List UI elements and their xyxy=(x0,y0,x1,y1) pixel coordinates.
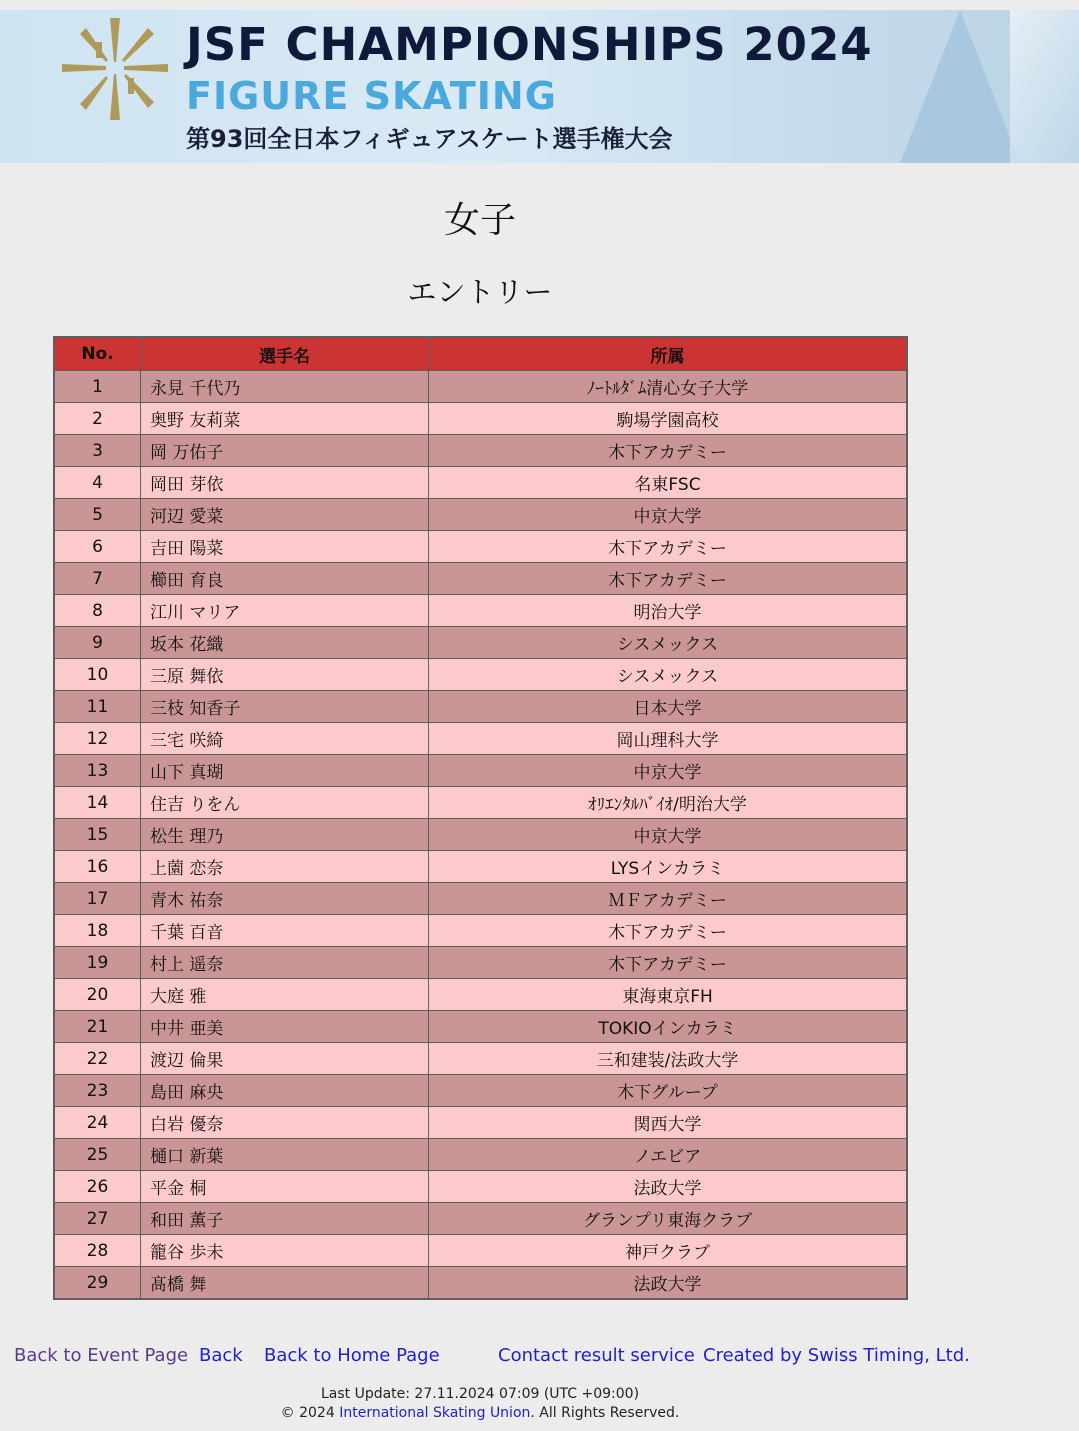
cell-no: 29 xyxy=(54,1267,141,1300)
header-no: No. xyxy=(54,337,141,371)
table-row xyxy=(54,1139,907,1171)
cell-club: 名東FSC xyxy=(429,467,908,499)
cell-club: シスメックス xyxy=(429,659,908,691)
cell-no: 15 xyxy=(54,819,141,851)
banner-decoration-right xyxy=(1010,10,1079,163)
page-subtitle: エントリー xyxy=(407,275,553,309)
copyright xyxy=(0,1404,960,1423)
table-row xyxy=(54,531,907,563)
table-row xyxy=(54,755,907,787)
table-row xyxy=(54,659,907,691)
cell-name: 岡田 芽依 xyxy=(141,467,429,499)
cell-name: 住吉 りをん xyxy=(141,787,429,819)
table-row xyxy=(54,1267,907,1300)
table-row xyxy=(54,1043,907,1075)
cell-name: 江川 マリア xyxy=(141,595,429,627)
cell-club: 木下アカデミー xyxy=(429,947,908,979)
cell-name: 三原 舞依 xyxy=(141,659,429,691)
cell-name: 村上 遥奈 xyxy=(141,947,429,979)
last-update: Last Update: 27.11.2024 07:09 (UTC +09:00) xyxy=(320,1386,640,1402)
cell-club: 駒場学園高校 xyxy=(429,403,908,435)
table-row xyxy=(54,1075,907,1107)
event-banner xyxy=(0,10,1079,163)
cell-club: 木下アカデミー xyxy=(429,435,908,467)
cell-no: 14 xyxy=(54,787,141,819)
table-row xyxy=(54,883,907,915)
cell-club: 神戸クラブ xyxy=(429,1235,908,1267)
table-row xyxy=(54,1203,907,1235)
header-name: 選手名 xyxy=(141,337,429,371)
cell-name: 髙橋 舞 xyxy=(141,1267,429,1300)
isu-link[interactable]: International Skating Union xyxy=(339,1405,531,1421)
table-row xyxy=(54,595,907,627)
cell-no: 2 xyxy=(54,403,141,435)
cell-name: 和田 薫子 xyxy=(141,1203,429,1235)
table-row xyxy=(54,1171,907,1203)
cell-club: 法政大学 xyxy=(429,1267,908,1300)
cell-name: 渡辺 倫果 xyxy=(141,1043,429,1075)
cell-name: 白岩 優奈 xyxy=(141,1107,429,1139)
cell-name: 永見 千代乃 xyxy=(141,371,429,403)
cell-club: 明治大学 xyxy=(429,595,908,627)
cell-club: ｵﾘｴﾝﾀﾙﾊﾞｲｵ/明治大学 xyxy=(429,787,908,819)
cell-club: 中京大学 xyxy=(429,819,908,851)
header-club: 所属 xyxy=(429,337,908,371)
cell-club: シスメックス xyxy=(429,627,908,659)
table-row xyxy=(54,499,907,531)
banner-decoration xyxy=(900,10,1020,163)
cell-no: 22 xyxy=(54,1043,141,1075)
copyright-suffix: . All Rights Reserved. xyxy=(530,1405,680,1421)
cell-club: ＭＦアカデミー xyxy=(429,883,908,915)
entries-table xyxy=(53,336,908,1300)
table-row xyxy=(54,371,907,403)
cell-club: 木下グループ xyxy=(429,1075,908,1107)
top-strip xyxy=(0,0,1079,10)
cell-name: 大庭 雅 xyxy=(141,979,429,1011)
cell-name: 岡 万佑子 xyxy=(141,435,429,467)
cell-name: 山下 真瑚 xyxy=(141,755,429,787)
cell-name: 樋口 新葉 xyxy=(141,1139,429,1171)
cell-club: 岡山理科大学 xyxy=(429,723,908,755)
banner-subtitle: FIGURE SKATING xyxy=(186,74,557,118)
back-to-event-page-link[interactable]: Back to Event Page xyxy=(14,1345,189,1366)
table-row xyxy=(54,563,907,595)
banner-japanese-title: 第93回全日本フィギュアスケート選手権大会 xyxy=(186,125,673,153)
banner-title: JSF CHAMPIONSHIPS 2024 xyxy=(186,18,873,71)
table-row xyxy=(54,979,907,1011)
cell-no: 5 xyxy=(54,499,141,531)
cell-club: ﾉｰﾄﾙﾀﾞﾑ清心女子大学 xyxy=(429,371,908,403)
table-row xyxy=(54,915,907,947)
cell-name: 籠谷 歩未 xyxy=(141,1235,429,1267)
contact-result-service-link[interactable]: Contact result service xyxy=(498,1345,695,1366)
copyright-prefix: © 2024 xyxy=(280,1405,335,1421)
cell-no: 10 xyxy=(54,659,141,691)
cell-no: 26 xyxy=(54,1171,141,1203)
cell-no: 21 xyxy=(54,1011,141,1043)
category-title: 女子 xyxy=(443,200,516,241)
cell-name: 千葉 百音 xyxy=(141,915,429,947)
cell-name: 青木 祐奈 xyxy=(141,883,429,915)
cell-club: 中京大学 xyxy=(429,499,908,531)
cell-no: 8 xyxy=(54,595,141,627)
back-to-home-page-link[interactable]: Back to Home Page xyxy=(264,1345,440,1366)
cell-no: 25 xyxy=(54,1139,141,1171)
cell-club: 法政大学 xyxy=(429,1171,908,1203)
cell-name: 奥野 友莉菜 xyxy=(141,403,429,435)
cell-club: 三和建装/法政大学 xyxy=(429,1043,908,1075)
cell-name: 平金 桐 xyxy=(141,1171,429,1203)
cell-no: 19 xyxy=(54,947,141,979)
cell-club: ノエビア xyxy=(429,1139,908,1171)
cell-name: 三枝 知香子 xyxy=(141,691,429,723)
table-row xyxy=(54,1107,907,1139)
cell-no: 13 xyxy=(54,755,141,787)
table-row xyxy=(54,691,907,723)
table-row xyxy=(54,467,907,499)
cell-name: 松生 理乃 xyxy=(141,819,429,851)
cell-no: 24 xyxy=(54,1107,141,1139)
cell-name: 三宅 咲綺 xyxy=(141,723,429,755)
cell-club: 木下アカデミー xyxy=(429,531,908,563)
cell-name: 中井 亜美 xyxy=(141,1011,429,1043)
cell-no: 23 xyxy=(54,1075,141,1107)
cell-name: 河辺 愛菜 xyxy=(141,499,429,531)
cell-club: 木下アカデミー xyxy=(429,915,908,947)
cell-no: 17 xyxy=(54,883,141,915)
cell-no: 12 xyxy=(54,723,141,755)
cell-club: 関西大学 xyxy=(429,1107,908,1139)
cell-no: 3 xyxy=(54,435,141,467)
back-link[interactable]: Back xyxy=(199,1345,243,1366)
cell-club: TOKIOインカラミ xyxy=(429,1011,908,1043)
cell-no: 18 xyxy=(54,915,141,947)
cell-name: 坂本 花織 xyxy=(141,627,429,659)
cell-no: 11 xyxy=(54,691,141,723)
table-row xyxy=(54,851,907,883)
table-row xyxy=(54,723,907,755)
table-header-row xyxy=(54,337,907,371)
table-row xyxy=(54,819,907,851)
table-row xyxy=(54,787,907,819)
cell-name: 島田 麻央 xyxy=(141,1075,429,1107)
footer-info xyxy=(0,1385,960,1423)
cell-no: 20 xyxy=(54,979,141,1011)
cell-no: 7 xyxy=(54,563,141,595)
cell-club: 木下アカデミー xyxy=(429,563,908,595)
cell-no: 16 xyxy=(54,851,141,883)
table-row xyxy=(54,403,907,435)
table-row xyxy=(54,1011,907,1043)
cell-club: 中京大学 xyxy=(429,755,908,787)
cell-name: 吉田 陽菜 xyxy=(141,531,429,563)
cell-no: 4 xyxy=(54,467,141,499)
table-row xyxy=(54,627,907,659)
table-row xyxy=(54,435,907,467)
cell-club: 日本大学 xyxy=(429,691,908,723)
cell-no: 1 xyxy=(54,371,141,403)
cell-no: 9 xyxy=(54,627,141,659)
cell-name: 上薗 恋奈 xyxy=(141,851,429,883)
jsf-star-logo-icon xyxy=(58,12,170,124)
table-row xyxy=(54,947,907,979)
cell-club: グランプリ東海クラブ xyxy=(429,1203,908,1235)
swiss-timing-link[interactable]: Created by Swiss Timing, Ltd. xyxy=(703,1345,970,1366)
cell-no: 6 xyxy=(54,531,141,563)
cell-name: 櫛田 育良 xyxy=(141,563,429,595)
cell-no: 28 xyxy=(54,1235,141,1267)
cell-no: 27 xyxy=(54,1203,141,1235)
table-row xyxy=(54,1235,907,1267)
cell-club: 東海東京FH xyxy=(429,979,908,1011)
cell-club: LYSインカラミ xyxy=(429,851,908,883)
